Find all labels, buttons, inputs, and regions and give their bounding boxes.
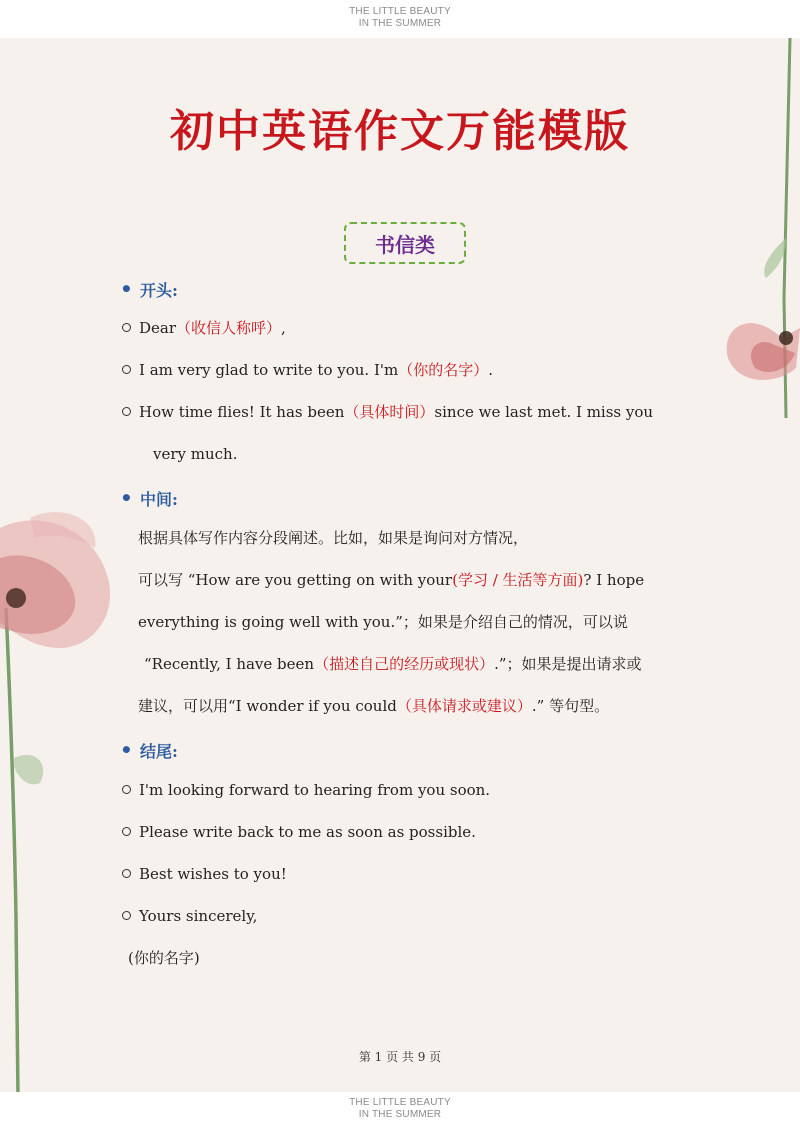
top-watermark (0, 6, 800, 30)
closing-line-4 (122, 905, 257, 927)
section-label-box (344, 222, 466, 264)
opening-line-3-text: How time flies! It has been (139, 403, 345, 421)
bullet-dot-icon: • (120, 738, 133, 762)
hollow-bullet-icon (122, 407, 131, 416)
opening-line-3-end: since we last met. I miss you (434, 403, 654, 421)
middle-line-4-text: “Recently, I have been (144, 655, 315, 673)
opening-line-2-end: . (488, 361, 494, 379)
middle-line-5-text: 建议，可以用“I wonder if you could (138, 697, 397, 715)
middle-line-2-end: ? I hope (583, 571, 645, 589)
top-watermark-line2: IN THE SUMMER (358, 18, 442, 29)
hollow-bullet-icon (122, 323, 131, 332)
middle-line-2-text: 可以写 “How are you getting on with your (138, 571, 453, 589)
opening-line-1-end: , (281, 319, 286, 337)
closing-line-3-text: Best wishes to you! (139, 865, 287, 883)
opening-line-2 (122, 359, 493, 381)
heading-closing (120, 739, 178, 763)
heading-opening (120, 278, 178, 302)
hollow-bullet-icon (122, 785, 131, 794)
closing-line-3 (122, 863, 287, 885)
bottom-watermark-line1: THE LITTLE BEAUTY (349, 1097, 451, 1108)
middle-paragraph-line-4 (144, 653, 642, 675)
heading-opening-text: 开头: (140, 281, 178, 300)
heading-closing-text: 结尾: (140, 742, 178, 761)
closing-line-2 (122, 821, 476, 843)
opening-line-3-continued: very much. (153, 445, 238, 463)
middle-paragraph-line-2 (138, 569, 644, 591)
closing-line-1 (122, 779, 490, 801)
middle-line-5-end: .” 等句型。 (531, 697, 610, 715)
section-label: 书信类 (375, 232, 435, 257)
middle-paragraph-line-3: everything is going well with you.”；如果是介绍自己的情况，可以说 (138, 613, 628, 631)
closing-line-4-text: Yours sincerely, (139, 907, 258, 925)
middle-paragraph-line-1: 根据具体写作内容分段阐述。比如，如果是询问对方情况， (138, 529, 529, 547)
placeholder-study-life: (学习 / 生活等方面) (452, 571, 584, 589)
document-page (0, 38, 800, 1092)
hollow-bullet-icon (122, 869, 131, 878)
hollow-bullet-icon (122, 911, 131, 920)
heading-middle (120, 487, 178, 511)
page-title: 初中英语作文万能模版 (170, 106, 630, 157)
placeholder-experience: （描述自己的经历或现状） (314, 655, 495, 673)
placeholder-time: （具体时间） (344, 403, 435, 421)
placeholder-request: （具体请求或建议） (396, 697, 532, 715)
bullet-dot-icon: • (120, 486, 133, 510)
closing-line-2-text: Please write back to me as soon as possible. (139, 823, 476, 841)
poppy-flower-right-icon (700, 38, 800, 418)
bullet-dot-icon: • (120, 277, 133, 301)
placeholder-recipient: （收信人称呼） (176, 319, 282, 337)
bottom-watermark (0, 1097, 800, 1121)
signature-placeholder: (你的名字) (128, 949, 200, 967)
middle-line-4-end: .”；如果是提出请求或 (494, 655, 642, 673)
bottom-watermark-line2: IN THE SUMMER (358, 1109, 442, 1120)
middle-paragraph-line-5 (138, 695, 609, 717)
closing-line-1-text: I'm looking forward to hearing from you soon. (139, 781, 491, 799)
placeholder-your-name: （你的名字） (398, 361, 489, 379)
heading-middle-text: 中间: (140, 490, 178, 509)
opening-line-1 (122, 317, 286, 339)
hollow-bullet-icon (122, 365, 131, 374)
opening-line-1-text: Dear (139, 319, 177, 337)
page-number: 第 1 页 共 9 页 (358, 1050, 442, 1064)
poppy-flower-left-icon (0, 498, 130, 1092)
opening-line-2-text: I am very glad to write to you. I'm (139, 361, 399, 379)
top-watermark-line1: THE LITTLE BEAUTY (349, 6, 451, 17)
opening-line-3 (122, 401, 653, 423)
hollow-bullet-icon (122, 827, 131, 836)
